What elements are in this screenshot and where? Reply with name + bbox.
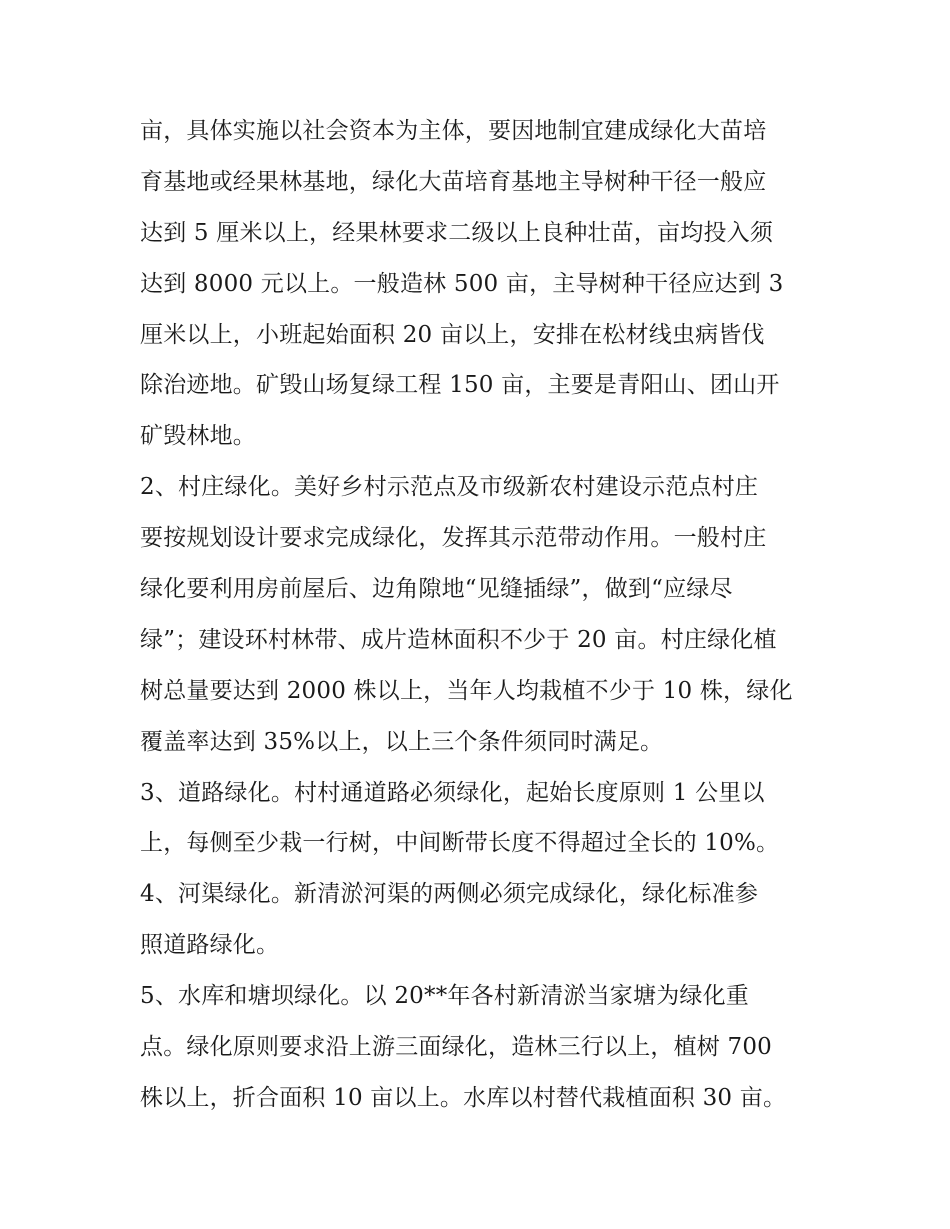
document-body bbox=[140, 106, 812, 1124]
paragraph-village-greening bbox=[140, 462, 812, 767]
text-line: 上，每侧至少栽一行树，中间断带长度不得超过全长的 10%。 bbox=[140, 830, 780, 857]
text-line: 4、河渠绿化。新清淤河渠的两侧必须完成绿化，绿化标准参 bbox=[140, 881, 759, 908]
text-line: 3、道路绿化。村村通道路必须绿化，起始长度原则 1 公里以 bbox=[140, 779, 765, 806]
text-line: 达到 5 厘米以上，经果林要求二级以上良种壮苗，亩均投入须 bbox=[140, 219, 774, 246]
text-line: 照道路绿化。 bbox=[140, 932, 280, 959]
paragraph-canal-greening bbox=[140, 869, 812, 971]
text-line: 达到 8000 元以上。一般造林 500 亩，主导树种干径应达到 3 bbox=[140, 270, 784, 297]
paragraph-reservoir-greening bbox=[140, 971, 812, 1124]
text-line: 亩，具体实施以社会资本为主体，要因地制宜建成绿化大苗培 bbox=[140, 118, 767, 144]
text-line: 树总量要达到 2000 株以上，当年人均栽植不少于 10 株，绿化 bbox=[140, 677, 793, 704]
text-line: 绿化要利用房前屋后、边角隙地“见缝插绿”，做到“应绿尽 bbox=[140, 576, 733, 603]
paragraph-afforestation bbox=[140, 106, 812, 462]
text-line: 育基地或经果林基地，绿化大苗培育基地主导树种干径一般应 bbox=[140, 168, 767, 195]
text-line: 绿”；建设环村林带、成片造林面积不少于 20 亩。村庄绿化植 bbox=[140, 626, 777, 653]
text-line: 厘米以上，小班起始面积 20 亩以上，安排在松材线虫病皆伐 bbox=[140, 321, 765, 348]
text-line: 要按规划设计要求完成绿化，发挥其示范带动作用。一般村庄 bbox=[140, 525, 767, 552]
text-line: 点。绿化原则要求沿上游三面绿化，造林三行以上，植树 700 bbox=[140, 1034, 773, 1061]
text-line: 矿毁林地。 bbox=[140, 423, 256, 450]
text-line: 除治迹地。矿毁山场复绿工程 150 亩，主要是青阳山、团山开 bbox=[140, 372, 780, 399]
text-line: 2、村庄绿化。美好乡村示范点及市级新农村建设示范点村庄 bbox=[140, 474, 759, 501]
paragraph-road-greening bbox=[140, 768, 812, 870]
text-line: 5、水库和塘坝绿化。以 20**年各村新清淤当家塘为绿化重 bbox=[140, 983, 750, 1010]
text-line: 覆盖率达到 35%以上，以上三个条件须同时满足。 bbox=[140, 728, 664, 755]
text-line: 株以上，折合面积 10 亩以上。水库以村替代栽植面积 30 亩。 bbox=[140, 1084, 787, 1111]
